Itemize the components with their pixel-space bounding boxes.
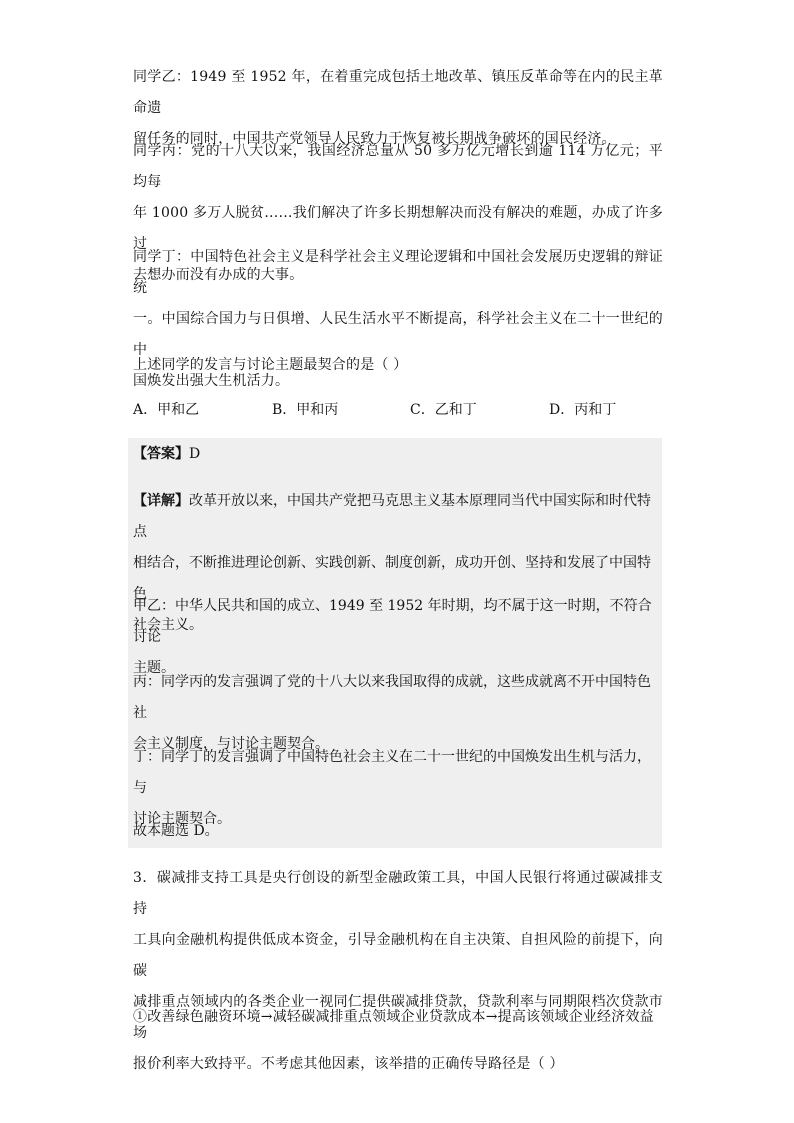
question-prompt [133,350,663,381]
text-span: 改革开放以来，中国共产党把马克思主义基本原理同当代中国实际和时代特点 [133,493,651,540]
text-line: 会主义制度，与讨论主题契合。 [133,736,329,752]
text-line: 减排重点领域内的各类企业一视同仁提供碳减排贷款，贷款利率与同期限档次贷款市场 [133,994,663,1041]
answer-explanation-box [128,438,662,848]
text-line: 同学丙：党的十八大以来，我国经济总量从 50 多万亿元增长到逾 114 万亿元；平均每 [133,143,663,190]
text-line: 丁：同学丁的发言强调了中国特色社会主义在二十一世纪的中国焕发出生机与活力，与 [133,749,651,796]
explanation-label: 【详解】 [133,493,189,509]
option-b: B．甲和丙 [272,402,339,418]
answer-line [133,439,658,470]
text-line: 甲乙：中华人民共和国的成立、1949 至 1952 年时期，均不属于这一时期，不符合讨论 [133,598,652,645]
option-c: C．乙和丁 [410,402,477,418]
answer-options [133,395,663,426]
text-line: 丙：同学丙的发言强调了党的十八大以来我国取得的成就，这些成就离不开中国特色社 [133,674,651,721]
text-line: 同学丁：中国特色社会主义是科学社会主义理论逻辑和中国社会发展历史逻辑的辩证统 [133,249,663,296]
text-line: 国焕发出强大生机活力。 [133,373,290,389]
text-line: 讨论主题契合。 [133,811,231,827]
text-line: 主题。 [133,660,175,676]
question-3-stem [133,863,663,1080]
text-line: 去想办而没有办成的大事。 [133,267,304,283]
text-line: ①改善绿色融资环境→减轻碳减排重点领域企业贷款成本→提高该领域企业经济效益 [133,1009,654,1025]
text-line: 同学乙：1949 至 1952 年，在着重完成包括土地改革、镇压反革命等在内的民主革命遗 [133,69,663,116]
text-line: 一。中国综合国力与日俱增、人民生活水平不断提高，科学社会主义在二十一世纪的中 [133,311,663,358]
text-line: 年 1000 多万人脱贫……我们解决了许多长期想解决而没有解决的难题，办成了许多过 [133,205,663,252]
text-line: 上述同学的发言与讨论主题最契合的是（ ） [133,357,408,373]
question-3-item-1 [133,1002,663,1033]
text-line [133,486,658,548]
text-line: 相结合，不断推进理论创新、实践创新、制度创新，成功开创、坚持和发展了中国特色 [133,555,651,602]
text-line: 报价利率大致持平。不考虑其他因素，该举措的正确传导路径是（ ） [133,1056,564,1072]
option-a: A．甲和乙 [133,402,200,418]
option-d: D．丙和丁 [549,402,617,418]
text-line: 工具向金融机构提供低成本资金，引导金融机构在自主决策、自担风险的前提下，向碳 [133,932,663,979]
answer-value: D [189,446,201,462]
answer-label: 【答案】 [133,446,189,462]
text-line: 3．碳减排支持工具是央行创设的新型金融政策工具，中国人民银行将通过碳减排支持 [133,870,663,917]
text-line: 留任务的同时，中国共产党领导人民致力于恢复被长期战争破坏的国民经济。 [133,131,616,147]
text-line: 社会主义。 [133,617,203,633]
text-line: 故本题选 D。 [133,823,219,839]
explanation-conclusion [133,816,658,847]
